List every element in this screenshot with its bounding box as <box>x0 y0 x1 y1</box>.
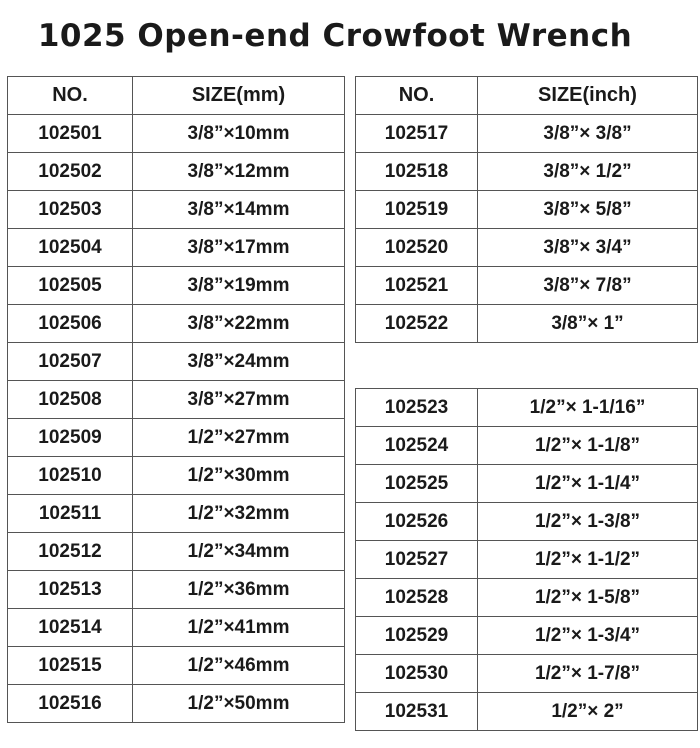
table-row <box>356 579 698 617</box>
item-number-cell: 102529 <box>356 617 478 655</box>
size-cell: 3/8”× 3/8” <box>478 115 698 153</box>
item-number-cell: 102524 <box>356 427 478 465</box>
size-cell: 1/2”× 1-1/16” <box>478 389 698 427</box>
column-header-no: NO. <box>8 77 133 115</box>
size-cell: 3/8”×14mm <box>133 191 345 229</box>
item-number-cell: 102531 <box>356 693 478 731</box>
table-row <box>8 267 345 305</box>
size-cell: 1/2”× 1-3/4” <box>478 617 698 655</box>
mm-size-table <box>7 76 345 723</box>
table-row <box>356 617 698 655</box>
size-cell: 1/2”×41mm <box>133 609 345 647</box>
item-number-cell: 102530 <box>356 655 478 693</box>
item-number-cell: 102527 <box>356 541 478 579</box>
size-cell: 1/2”×32mm <box>133 495 345 533</box>
item-number-cell: 102518 <box>356 153 478 191</box>
table-row <box>8 191 345 229</box>
table-row <box>356 153 698 191</box>
size-cell: 3/8”×17mm <box>133 229 345 267</box>
size-cell: 3/8”×27mm <box>133 381 345 419</box>
table-row <box>8 229 345 267</box>
size-cell: 1/2”× 1-1/2” <box>478 541 698 579</box>
item-number-cell: 102519 <box>356 191 478 229</box>
item-number-cell: 102512 <box>8 533 133 571</box>
size-cell: 3/8”× 1/2” <box>478 153 698 191</box>
table-row <box>8 381 345 419</box>
size-cell: 1/2”× 1-1/4” <box>478 465 698 503</box>
size-cell: 1/2”× 1-5/8” <box>478 579 698 617</box>
size-cell: 3/8”× 1” <box>478 305 698 343</box>
item-number-cell: 102503 <box>8 191 133 229</box>
item-number-cell: 102502 <box>8 153 133 191</box>
table-row <box>356 541 698 579</box>
table-row <box>356 465 698 503</box>
item-number-cell: 102507 <box>8 343 133 381</box>
size-cell: 1/2”× 1-3/8” <box>478 503 698 541</box>
size-cell: 3/8”×12mm <box>133 153 345 191</box>
column-header-size-mm: SIZE(mm) <box>133 77 345 115</box>
size-cell: 1/2”× 1-1/8” <box>478 427 698 465</box>
item-number-cell: 102514 <box>8 609 133 647</box>
size-cell: 3/8”×24mm <box>133 343 345 381</box>
size-cell: 3/8”× 3/4” <box>478 229 698 267</box>
table-row <box>356 115 698 153</box>
table-row <box>8 609 345 647</box>
size-cell: 3/8”×10mm <box>133 115 345 153</box>
item-number-cell: 102520 <box>356 229 478 267</box>
item-number-cell: 102504 <box>8 229 133 267</box>
size-cell: 3/8”×22mm <box>133 305 345 343</box>
item-number-cell: 102525 <box>356 465 478 503</box>
table-row <box>356 305 698 343</box>
item-number-cell: 102521 <box>356 267 478 305</box>
size-cell: 1/2”×27mm <box>133 419 345 457</box>
item-number-cell: 102522 <box>356 305 478 343</box>
table-row <box>8 685 345 723</box>
item-number-cell: 102513 <box>8 571 133 609</box>
item-number-cell: 102523 <box>356 389 478 427</box>
item-number-cell: 102517 <box>356 115 478 153</box>
table-row <box>8 419 345 457</box>
table-row <box>356 503 698 541</box>
table-header-row <box>8 77 345 115</box>
size-cell: 1/2”× 1-7/8” <box>478 655 698 693</box>
table-row <box>8 305 345 343</box>
column-header-no: NO. <box>356 77 478 115</box>
size-cell: 3/8”×19mm <box>133 267 345 305</box>
item-number-cell: 102508 <box>8 381 133 419</box>
item-number-cell: 102501 <box>8 115 133 153</box>
size-cell: 1/2”×30mm <box>133 457 345 495</box>
size-cell: 1/2”×36mm <box>133 571 345 609</box>
item-number-cell: 102505 <box>8 267 133 305</box>
table-header-row <box>356 77 698 115</box>
item-number-cell: 102506 <box>8 305 133 343</box>
table-row <box>8 495 345 533</box>
table-row <box>356 267 698 305</box>
table-row <box>8 457 345 495</box>
size-cell: 1/2”×50mm <box>133 685 345 723</box>
inch-size-table-3-8-drive <box>355 76 698 343</box>
table-row <box>8 153 345 191</box>
item-number-cell: 102516 <box>8 685 133 723</box>
table-row <box>356 693 698 731</box>
size-cell: 1/2”×46mm <box>133 647 345 685</box>
item-number-cell: 102526 <box>356 503 478 541</box>
size-cell: 3/8”× 7/8” <box>478 267 698 305</box>
table-row <box>8 115 345 153</box>
item-number-cell: 102510 <box>8 457 133 495</box>
item-number-cell: 102515 <box>8 647 133 685</box>
column-header-size-inch: SIZE(inch) <box>478 77 698 115</box>
table-row <box>356 427 698 465</box>
size-cell: 3/8”× 5/8” <box>478 191 698 229</box>
inch-size-table-1-2-drive <box>355 388 698 731</box>
page-title: 1025 Open-end Crowfoot Wrench <box>37 18 633 54</box>
table-row <box>356 389 698 427</box>
table-row <box>8 647 345 685</box>
table-row <box>8 533 345 571</box>
table-row <box>356 229 698 267</box>
item-number-cell: 102511 <box>8 495 133 533</box>
item-number-cell: 102528 <box>356 579 478 617</box>
item-number-cell: 102509 <box>8 419 133 457</box>
size-cell: 1/2”× 2” <box>478 693 698 731</box>
table-row <box>8 343 345 381</box>
table-row <box>356 191 698 229</box>
table-row <box>8 571 345 609</box>
table-row <box>356 655 698 693</box>
size-cell: 1/2”×34mm <box>133 533 345 571</box>
